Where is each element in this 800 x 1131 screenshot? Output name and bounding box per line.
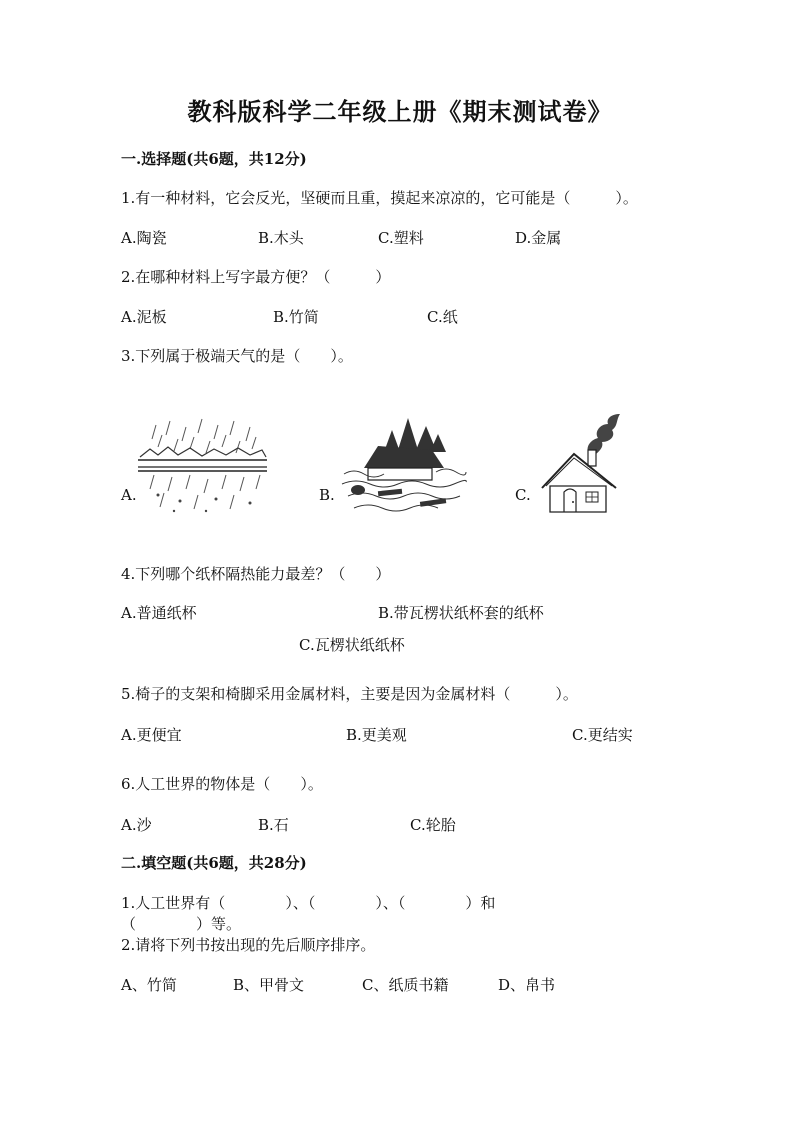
- question-4: 4.下列哪个纸杯隔热能力最差？（ ）: [121, 565, 391, 583]
- q5-option-b[interactable]: B.更美观: [346, 726, 407, 744]
- q3-option-a[interactable]: A.: [121, 486, 137, 504]
- q6-option-b[interactable]: B.石: [258, 816, 289, 834]
- page-title: 教科版科学二年级上册《期末测试卷》: [187, 97, 613, 126]
- q6-option-a[interactable]: A.沙: [121, 816, 152, 834]
- q2-option-c[interactable]: C.纸: [427, 308, 458, 326]
- q3-option-b[interactable]: B.: [319, 486, 335, 504]
- q3-option-c[interactable]: C.: [515, 486, 531, 504]
- q4-option-b[interactable]: B.带瓦楞状纸杯套的纸杯: [378, 604, 544, 622]
- fill-q2-option-c[interactable]: C、纸质书籍: [362, 976, 449, 994]
- question-2: 2.在哪种材料上写字最方便？（ ）: [121, 268, 391, 286]
- q5-option-c[interactable]: C.更结实: [572, 726, 633, 744]
- fill-q2-option-a[interactable]: A、竹简: [121, 976, 177, 994]
- q2-option-b[interactable]: B.竹简: [273, 308, 319, 326]
- q1-option-b[interactable]: B.木头: [258, 229, 304, 247]
- section-heading-choice: 一.选择题(共6题，共12分): [121, 150, 307, 168]
- section-heading-fill: 二.填空题(共6题，共28分): [121, 854, 307, 872]
- question-6: 6.人工世界的物体是（ ）。: [121, 775, 323, 793]
- fill-question-1-line2: （ ）等。: [121, 915, 242, 933]
- question-1: 1.有一种材料，它会反光，坚硬而且重，摸起来凉凉的，它可能是（ ）。: [121, 189, 638, 207]
- q1-option-c[interactable]: C.塑料: [378, 229, 424, 247]
- question-3: 3.下列属于极端天气的是（ ）。: [121, 347, 353, 365]
- fill-question-1-line1: 1.人工世界有（ ）、（ ）、（ ）和: [121, 894, 496, 912]
- house-with-smoke-icon: [538, 410, 624, 516]
- q2-option-a[interactable]: A.泥板: [121, 308, 167, 326]
- q5-option-a[interactable]: A.更便宜: [121, 726, 182, 744]
- q1-option-d[interactable]: D.金属: [515, 229, 562, 247]
- heavy-rain-icon: [136, 415, 269, 515]
- question-5: 5.椅子的支架和椅脚采用金属材料，主要是因为金属材料（ ）。: [121, 685, 578, 703]
- fill-q2-option-b[interactable]: B、甲骨文: [233, 976, 305, 994]
- q4-option-c[interactable]: C.瓦楞状纸纸杯: [299, 636, 405, 654]
- q6-option-c[interactable]: C.轮胎: [410, 816, 456, 834]
- q1-option-a[interactable]: A.陶瓷: [121, 229, 167, 247]
- flood-house-icon: [340, 410, 468, 514]
- fill-question-2: 2.请将下列书按出现的先后顺序排序。: [121, 936, 376, 954]
- q4-option-a[interactable]: A.普通纸杯: [121, 604, 197, 622]
- fill-q2-option-d[interactable]: D、帛书: [498, 976, 556, 994]
